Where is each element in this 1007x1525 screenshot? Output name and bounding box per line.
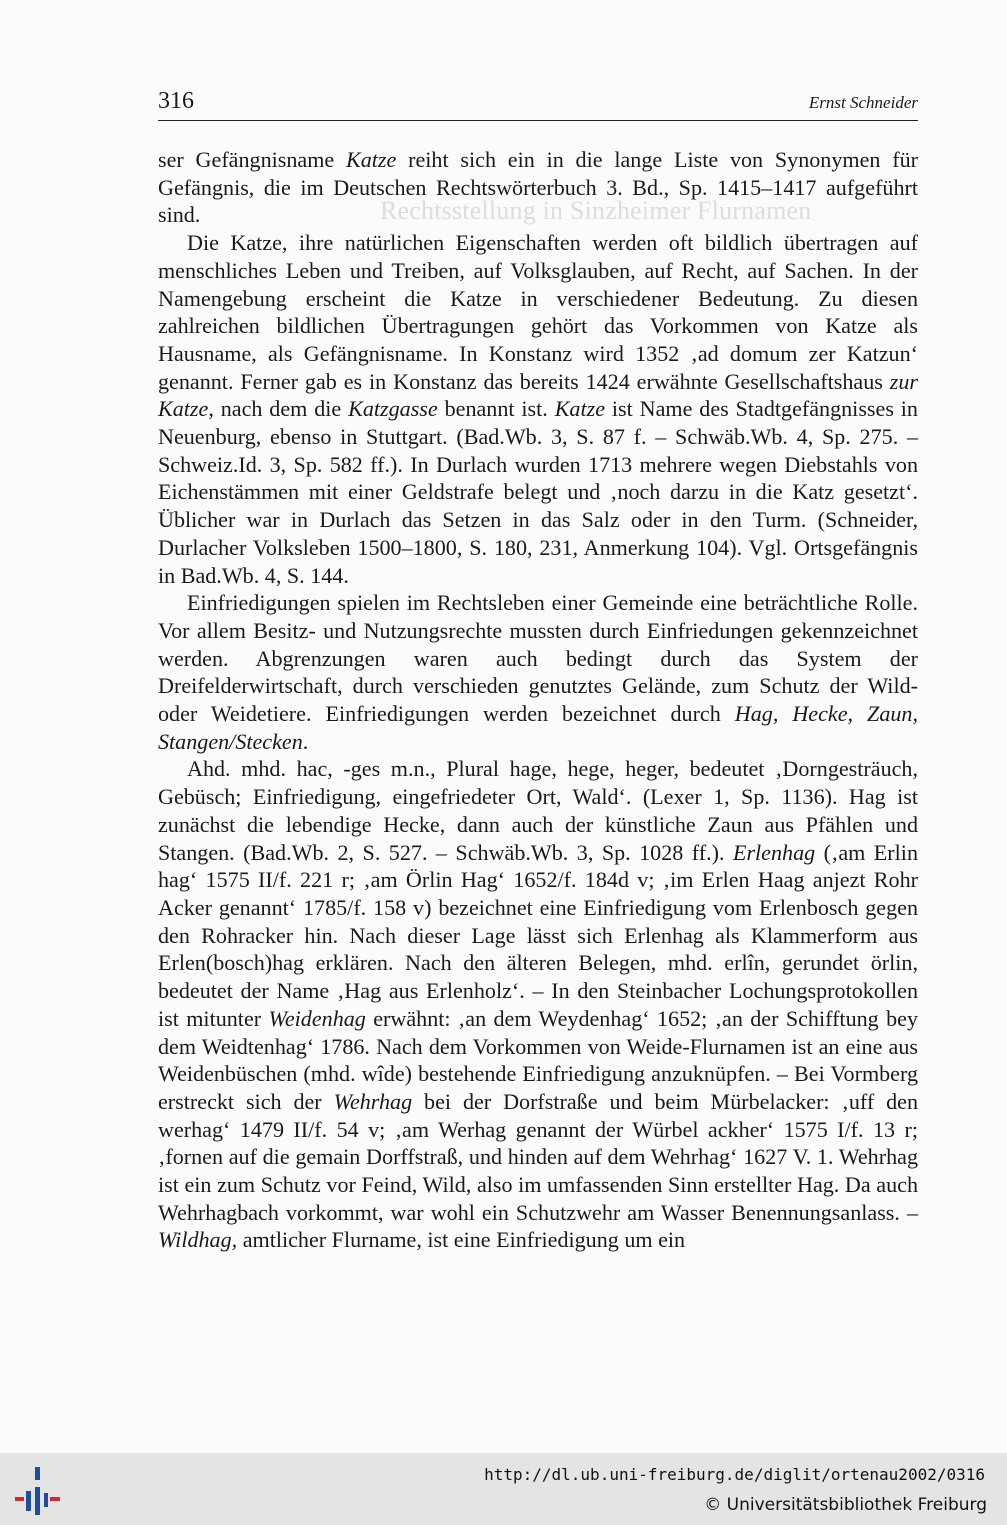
text-run: , nach dem die xyxy=(208,396,349,422)
paragraph xyxy=(158,589,918,755)
page-number: 316 xyxy=(158,88,194,114)
copyright-notice: © Universitätsbibliothek Freiburg xyxy=(704,1495,987,1515)
text-run: Ahd. mhd. hac, -ges m.n., Plural hage, hege, heger, bedeutet ‚Dorngesträuch, Gebüsch; Einfriedigung, eingefriedeter Ort, Wald‘. (Lexer 1, Sp. 1136). Hag ist zunächst die lebendige Hecke, dann auch der künstliche Zaun aus Pfählen und Stangen. (Bad.Wb. 2, S. 527. – Schwäb.Wb. 3, Sp. 1028 ff.). xyxy=(158,756,918,865)
italic-term: Erlenhag xyxy=(732,839,816,865)
italic-term: zur Katze xyxy=(158,368,918,422)
paragraph xyxy=(158,229,918,589)
text-run: erwähnt: ‚an dem Weydenhag‘ 1652; ‚an der Schifftung bey dem Weidtenhag‘ 1786. Nach dem Vorkommen von Weide-Flurnamen ist an eine aus Weidenbüschen (mhd. wîde) bestehende Einfriedigung anzuknüpfen. – Bei Vormberg erstreckt sich der xyxy=(158,1005,918,1114)
text-run: bei der Dorfstraße und beim Mürbelacker: ‚uff den werhag‘ 1479 II/f. 54 v; ‚am Werhag genannt der Würbel ackher‘ 1575 I/f. 13 r; ‚fornen auf die gemain Dorffstraß, und hinden auf dem Wehrhag‘ 1627 V. 1. Wehrhag ist ein zum Schutz vor Feind, Wild, also im umfassenden Sinn erstellter Hag. Da auch Wehrhagbach vorkommt, war wohl ein Schutzwehr am Wasser Benennungsanlass. – xyxy=(158,1088,918,1225)
text-run: . xyxy=(302,728,309,754)
running-head: Ernst Schneider xyxy=(808,93,918,112)
text-run: amtlicher Flurname, ist eine Einfriedigung um ein xyxy=(237,1227,686,1253)
footer-bar xyxy=(0,1453,1007,1525)
paragraph xyxy=(158,146,918,229)
text-run: ist Name des Stadtgefängnisses in Neuenburg, ebenso in Stuttgart. (Bad.Wb. 3, S. 87 f. – Schwäb.Wb. 4, Sp. 275. – Schweiz.Id. 3, Sp. 582 ff.). In Durlach wurden 1713 mehrere wegen Diebstahls von Eichenstämmen mit einer Geldstrafe belegt und ‚noch darzu in die Katz gesetzt‘. Üblicher war in Durlach das Setzen in das Salz oder in den Turm. (Schneider, Durlacher Volksleben 1500–1800, S. 180, 231, Anmerkung 104). Vgl. Ortsgefängnis in Bad.Wb. 4, S. 144. xyxy=(158,396,918,588)
text-run: (‚am Erlin hag‘ 1575 II/f. 221 r; ‚am Örlin Hag‘ 1652/f. 184d v; ‚im Erlen Haag anjezt Rohr Acker genannt‘ 1785/f. 158 v) bezeichnet eine Einfriedigung vom Erlenbosch gegen den Rohracker hin. Nach dieser Lage lässt sich Erlenhag als Klammerform aus Erlen(bosch)hag erklären. Nach den älteren Belegen, mhd. erlîn, gerundet örlin, bedeutet der Name ‚Hag aus Erlenholz‘. – In den Steinbacher Lochungsprotokollen ist mitunter xyxy=(158,839,918,1031)
text-run: benannt ist. xyxy=(437,396,555,422)
ub-freiburg-logo-icon xyxy=(12,1465,64,1517)
italic-term: Weidenhag xyxy=(268,1005,366,1031)
text-run: Die Katze, ihre natürlichen Eigenschaften werden oft bildlich übertragen auf menschliches Leben und Treiben, auf Volksglauben, auf Recht, auf Sachen. In der Namengebung erscheint die Katze in verschiedener Bedeutung. Zu diesen zahlreichen bildlichen Übertragungen gehört das Vorkommen von Katze als Hausname, als Gefängnisname. In Konstanz wird 1352 ‚ad domum zer Katzun‘ genannt. Ferner gab es in Konstanz das bereits 1424 erwähnte Gesellschaftshaus xyxy=(158,230,918,394)
text-run: Einfriedigungen spielen im Rechtsleben einer Gemeinde eine beträchtliche Rolle. Vor allem Besitz- und Nutzungsrechte mussten durch Einfriedungen gekennzeichnet werden. Abgrenzungen waren auch bedingt durch das System der Dreifelderwirtschaft, durch verschieden genutztes Gelände, zum Schutz der Wild- oder Weidetiere. Einfriedigungen werden bezeichnet durch xyxy=(158,590,918,727)
text-run: ser Gefängnisname xyxy=(158,147,346,172)
permalink-url[interactable]: http://dl.ub.uni-freiburg.de/diglit/ortenau2002/0316 xyxy=(484,1465,985,1484)
show-through-text: Rechtsstellung in Sinzheimer Flurnamen xyxy=(380,196,812,225)
text-run: reiht sich ein in die lange Liste von Synonymen für Gefängnis, die im Deutschen Rechtswörterbuch 3. Bd., Sp. 1415–1417 aufgeführt sind. xyxy=(158,147,918,228)
body-text xyxy=(158,146,918,1254)
italic-term: Wehrhag xyxy=(333,1088,413,1114)
italic-term: Wildhag, xyxy=(158,1227,238,1253)
paragraph xyxy=(158,755,918,1254)
page-header xyxy=(158,86,918,121)
italic-term: Katzgasse xyxy=(348,396,438,422)
italic-term: Katze xyxy=(554,396,606,422)
italic-term: Hag, Hecke, Zaun, Stangen/Stecken xyxy=(158,701,918,754)
italic-term: Katze xyxy=(346,147,397,172)
